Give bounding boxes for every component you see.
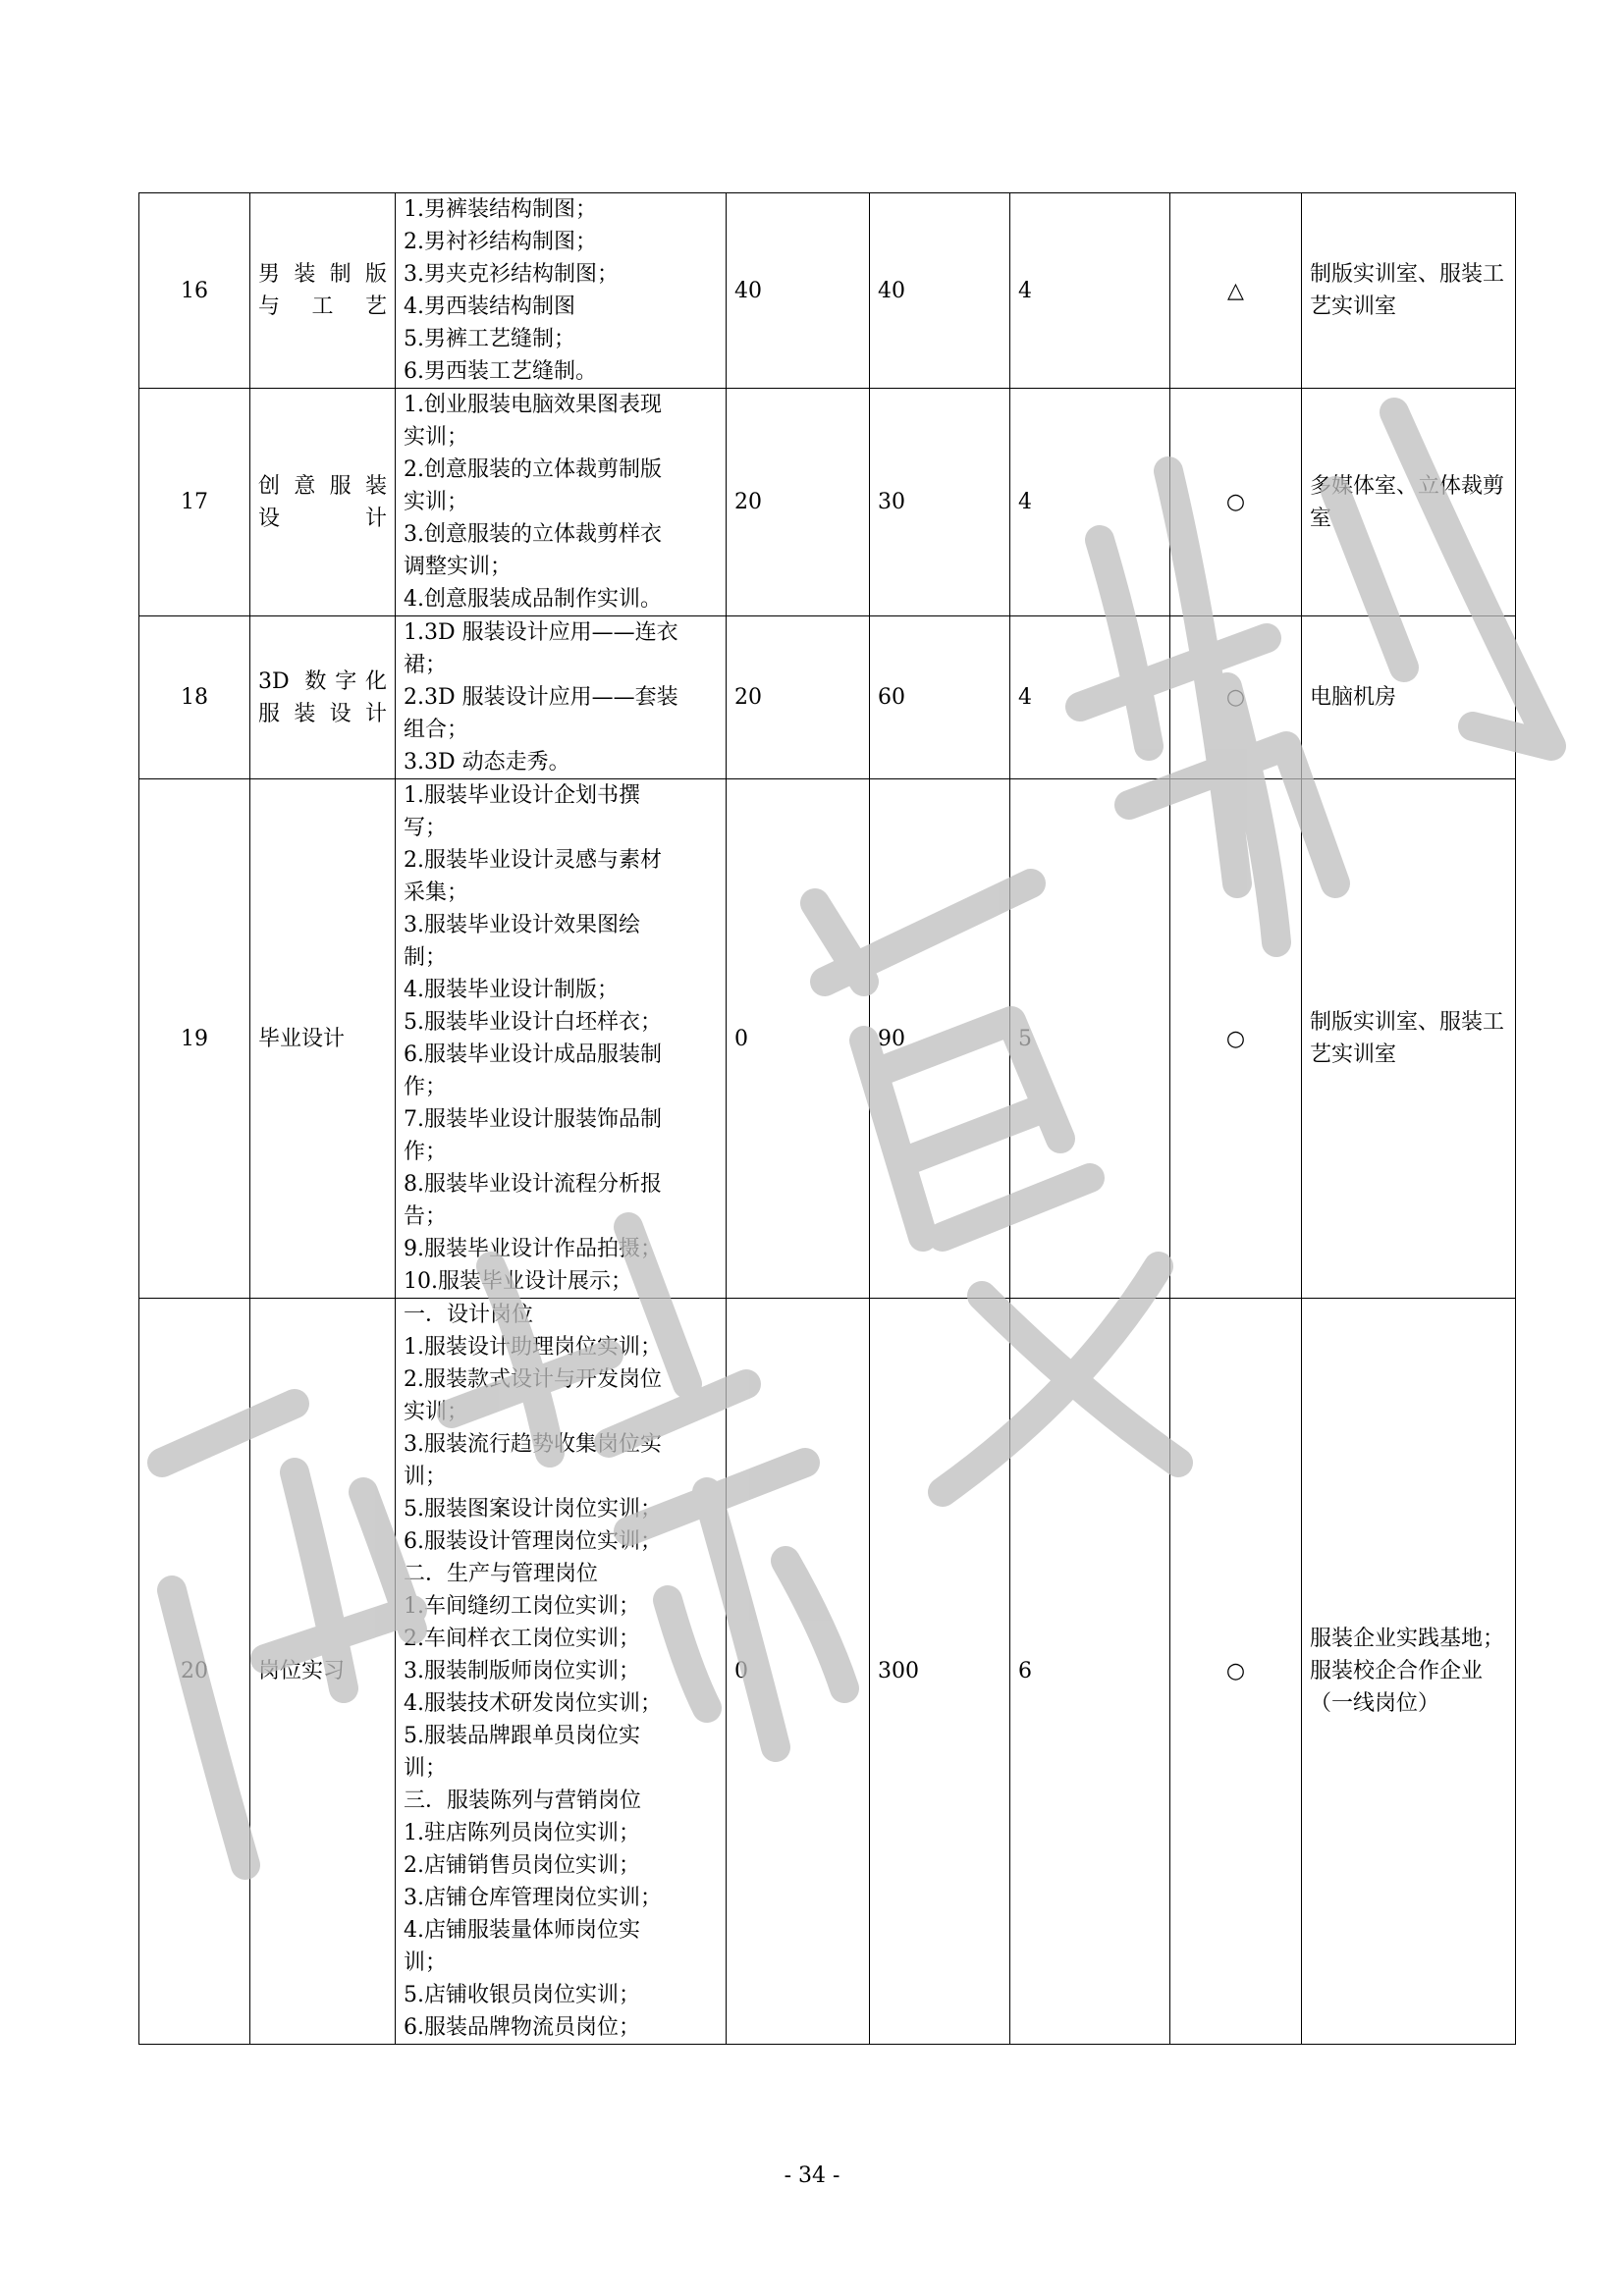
content-line: 3.服装毕业设计效果图绘 <box>404 913 640 937</box>
hours-b: 30 <box>870 389 1010 616</box>
content-line: 三．服装陈列与营销岗位 <box>404 1789 642 1813</box>
content-line: 作； <box>404 1140 448 1164</box>
content-line: 2.车间样衣工岗位实训； <box>404 1627 640 1651</box>
course-name-line: 设计 <box>258 506 387 531</box>
table-body <box>139 193 1516 2045</box>
content-line: 4.创意服装成品制作实训。 <box>404 587 662 612</box>
semester: 4 <box>1010 193 1170 389</box>
content-line: 6.服装品牌物流员岗位； <box>404 2015 640 2040</box>
training-place: 制版实训室、服装工艺实训室 <box>1302 193 1516 389</box>
assessment-mark: ○ <box>1170 1299 1302 2045</box>
course-content <box>396 1299 727 2045</box>
content-line: 6.男西装工艺缝制。 <box>404 359 597 384</box>
content-line: 实训； <box>404 425 469 450</box>
content-line: 2.店铺销售员岗位实训； <box>404 1853 640 1878</box>
content-line: 5.服装品牌跟单员岗位实 <box>404 1724 640 1748</box>
content-line: 1.男裤装结构制图； <box>404 197 597 222</box>
training-place: 制版实训室、服装工艺实训室 <box>1302 779 1516 1299</box>
content-line: 2.服装毕业设计灵感与素材 <box>404 848 662 873</box>
hours-a: 20 <box>727 616 870 779</box>
content-line: 2.服装款式设计与开发岗位 <box>404 1367 662 1392</box>
content-line: 裙； <box>404 653 448 677</box>
content-line: 训； <box>404 1756 448 1781</box>
content-line: 一．设计岗位 <box>404 1303 534 1327</box>
content-line: 二．生产与管理岗位 <box>404 1562 599 1586</box>
row-number: 18 <box>139 616 250 779</box>
course-name <box>250 779 396 1299</box>
assessment-mark: ○ <box>1170 389 1302 616</box>
content-line: 7.服装毕业设计服装饰品制 <box>404 1107 662 1132</box>
content-line: 制； <box>404 945 448 970</box>
hours-b: 40 <box>870 193 1010 389</box>
row-number: 16 <box>139 193 250 389</box>
hours-a: 0 <box>727 1299 870 2045</box>
training-place: 电脑机房 <box>1302 616 1516 779</box>
content-line: 作； <box>404 1075 448 1099</box>
row-number: 17 <box>139 389 250 616</box>
course-name-line: 服装设计 <box>258 701 387 726</box>
course-name <box>250 616 396 779</box>
semester: 4 <box>1010 389 1170 616</box>
course-name <box>250 389 396 616</box>
content-line: 5.服装毕业设计白坯样衣； <box>404 1010 662 1035</box>
content-line: 5.男裤工艺缝制； <box>404 327 575 351</box>
semester: 6 <box>1010 1299 1170 2045</box>
content-line: 3.服装流行趋势收集岗位实 <box>404 1432 662 1457</box>
content-line: 8.服装毕业设计流程分析报 <box>404 1172 662 1197</box>
content-line: 10.服装毕业设计展示； <box>404 1269 632 1294</box>
assessment-mark: ○ <box>1170 779 1302 1299</box>
content-line: 1.服装设计助理岗位实训； <box>404 1335 662 1360</box>
training-place: 服装企业实践基地；服装校企合作企业（一线岗位） <box>1302 1299 1516 2045</box>
content-line: 2.3D 服装设计应用——套装 <box>404 685 678 710</box>
course-name-line: 岗位实习 <box>258 1659 346 1683</box>
content-line: 训； <box>404 1950 448 1975</box>
assessment-mark: △ <box>1170 193 1302 389</box>
content-line: 调整实训； <box>404 555 513 579</box>
hours-a: 40 <box>727 193 870 389</box>
content-line: 1.创业服装电脑效果图表现 <box>404 393 662 417</box>
course-content <box>396 389 727 616</box>
content-line: 4.服装毕业设计制版； <box>404 978 619 1002</box>
content-line: 3.服装制版师岗位实训； <box>404 1659 640 1683</box>
course-table <box>138 192 1516 2045</box>
semester: 4 <box>1010 616 1170 779</box>
content-line: 4.店铺服装量体师岗位实 <box>404 1918 640 1943</box>
content-line: 6.服装设计管理岗位实训； <box>404 1529 662 1554</box>
page-number: - 34 - <box>784 2163 840 2188</box>
course-name-line: 毕业设计 <box>258 1026 346 1051</box>
content-line: 1.驻店陈列员岗位实训； <box>404 1821 640 1845</box>
content-line: 写； <box>404 816 448 840</box>
content-line: 3.男夹克衫结构制图； <box>404 262 619 287</box>
course-content <box>396 616 727 779</box>
content-line: 5.服装图案设计岗位实训； <box>404 1497 662 1522</box>
content-line: 5.店铺收银员岗位实训； <box>404 1983 640 2007</box>
training-place: 多媒体室、立体裁剪室 <box>1302 389 1516 616</box>
content-line: 1.服装毕业设计企划书撰 <box>404 783 640 808</box>
hours-a: 20 <box>727 389 870 616</box>
hours-b: 300 <box>870 1299 1010 2045</box>
course-name <box>250 1299 396 2045</box>
content-line: 4.男西装结构制图 <box>404 294 575 319</box>
assessment-mark: ○ <box>1170 616 1302 779</box>
content-line: 3.创意服装的立体裁剪样衣 <box>404 522 662 547</box>
content-line: 采集； <box>404 881 469 905</box>
hours-b: 60 <box>870 616 1010 779</box>
content-line: 训； <box>404 1465 448 1489</box>
hours-b: 90 <box>870 779 1010 1299</box>
semester: 5 <box>1010 779 1170 1299</box>
course-name-line: 创意服装 <box>258 473 387 499</box>
content-line: 实训； <box>404 490 469 514</box>
table-row <box>139 1299 1516 2045</box>
table-row <box>139 779 1516 1299</box>
row-number: 20 <box>139 1299 250 2045</box>
course-name-line: 男装制版 <box>258 262 387 287</box>
content-line: 4.服装技术研发岗位实训； <box>404 1691 662 1716</box>
content-line: 2.男衬衫结构制图； <box>404 230 597 254</box>
content-line: 3.3D 动态走秀。 <box>404 750 570 774</box>
row-number: 19 <box>139 779 250 1299</box>
content-line: 6.服装毕业设计成品服装制 <box>404 1042 662 1067</box>
hours-a: 0 <box>727 779 870 1299</box>
content-line: 实训； <box>404 1400 469 1424</box>
course-name-line: 3D 数字化 <box>258 668 387 694</box>
course-content <box>396 193 727 389</box>
course-name-line: 与工艺 <box>258 294 387 319</box>
content-line: 3.店铺仓库管理岗位实训； <box>404 1886 662 1910</box>
table-row <box>139 193 1516 389</box>
content-line: 2.创意服装的立体裁剪制版 <box>404 457 662 482</box>
content-line: 告； <box>404 1204 448 1229</box>
content-line: 1.车间缝纫工岗位实训； <box>404 1594 640 1619</box>
content-line: 9.服装毕业设计作品拍摄； <box>404 1237 662 1261</box>
course-content <box>396 779 727 1299</box>
table-row <box>139 616 1516 779</box>
table-row <box>139 389 1516 616</box>
course-name <box>250 193 396 389</box>
content-line: 组合； <box>404 718 469 742</box>
content-line: 1.3D 服装设计应用——连衣 <box>404 620 678 645</box>
